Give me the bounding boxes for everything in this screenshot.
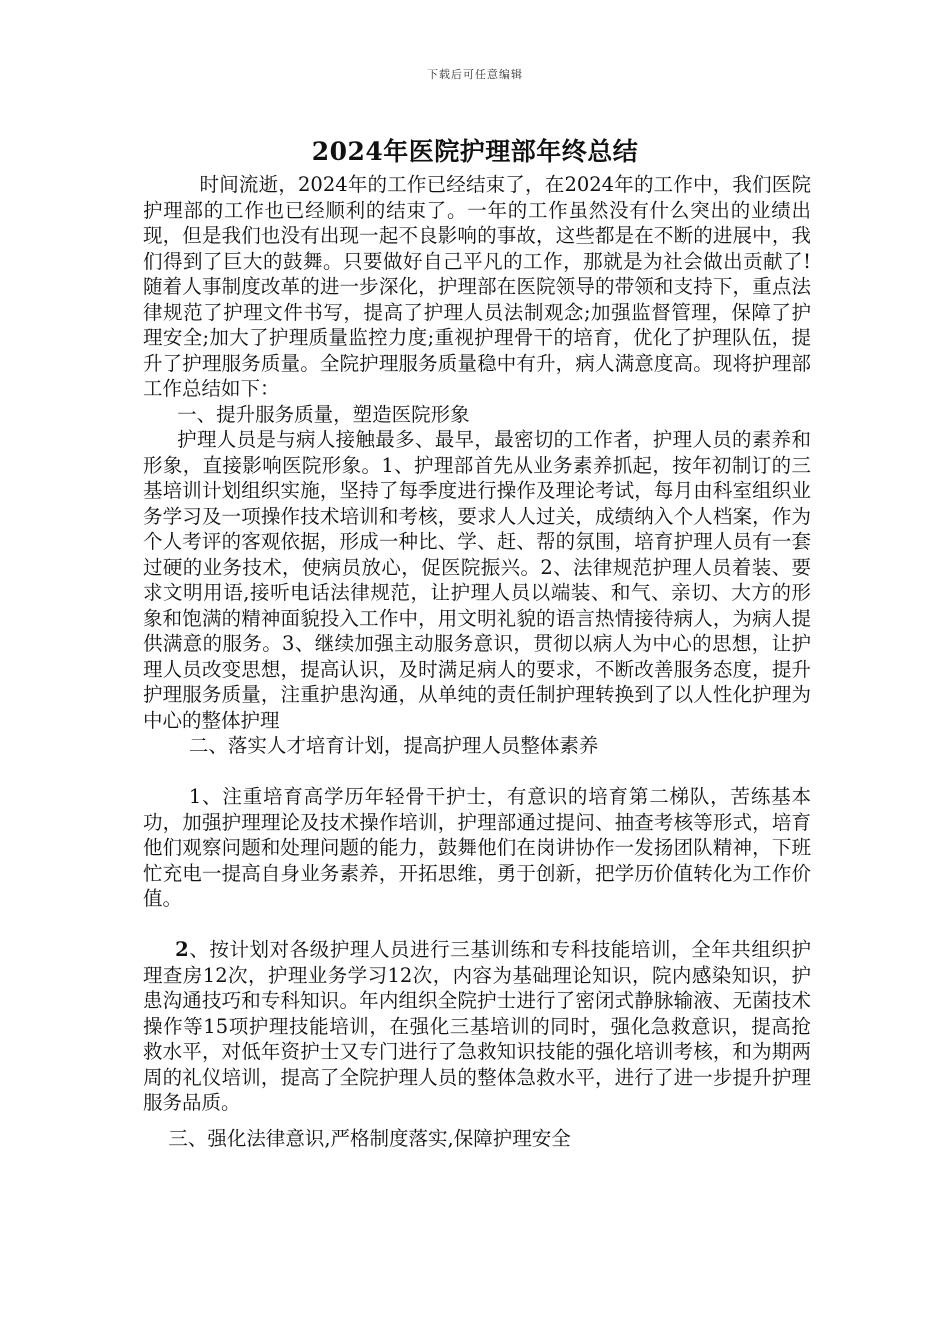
header-note: 下载后可任意编辑 bbox=[427, 68, 523, 81]
item-number: 2 bbox=[175, 938, 189, 961]
spacer bbox=[143, 912, 811, 938]
intro-paragraph: 时间流逝，2024年的工作已经结束了，在2024年的工作中，我们医院护理部的工作也已经顺利的结束了。一年的工作虽然没有什么突出的业绩出现，但是我们也没有出现一起不良影响的事故，这些都是在不断的进展中，我们得到了巨大的鼓舞。只要做好自己平凡的工作，那就是为社会做出贡献了!随着人事制度改革的进一步深化，护理部在医院领导的带领和支持下，重点法律规范了护理文件书写，提高了护理人员法制观念;加强监督管理，保障了护理安全;加大了护理质量监控力度;重视护理骨干的培育，优化了护理队伍，提升了护理服务质量。全院护理服务质量稳中有升，病人满意度高。现将护理部工作总结如下： bbox=[143, 173, 811, 400]
item-text: 、按计划对各级护理人员进行三基训练和专科技能培训，全年共组织护理查房12次，护理业务学习12次，内容为基础理论知识，院内感染知识，护患沟通技巧和专科知识。年内组织全院护士进行了密闭式静脉输液、无菌技术操作等15项护理技能培训，在强化三基培训的同时，强化急救意识，提高抢救水平，对低年资护士又专门进行了急救知识技能的强化培训考核，和为期两周的礼仪培训，提高了全院护理人员的整体急救水平，进行了进一步提升护理服务品质。 bbox=[143, 938, 811, 1114]
section-heading-3: 三、强化法律意识,严格制度落实,保障护理安全 bbox=[168, 1126, 571, 1150]
section-heading-1: 一、提升服务质量，塑造医院形象 bbox=[177, 402, 470, 426]
spacer bbox=[143, 759, 811, 785]
section-1-paragraph: 护理人员是与病人接触最多、最早，最密切的工作者，护理人员的素养和形象，直接影响医院形象。1、护理部首先从业务素养抓起，按年初制订的三基培训计划组织实施，坚持了每季度进行操作及理论考试，每月由科室组织业务学习及一项操作技术培训和考核，要求人人过关，成绩纳入个人档案，作为个人考评的客观依据，形成一种比、学、赶、帮的氛围，培育护理人员有一套过硬的业务技术，使病员放心，促医院振兴。2、法律规范护理人员着装、要求文明用语,接听电话法律规范，让护理人员以端装、和气、亲切、大方的形象和饱满的精神面貌投入工作中，用文明礼貌的语言热情接待病人，为病人提供满意的服务。3、继续加强主动服务意识，贯彻以病人为中心的思想，让护理人员改变思想，提高认识，及时满足病人的要求，不断改善服务态度，提升护理服务质量，注重护患沟通，从单纯的责任制护理转换到了以人性化护理为中心的整体护理 bbox=[143, 428, 811, 732]
document-title: 2024年医院护理部年终总结 bbox=[311, 137, 639, 166]
document-body bbox=[143, 172, 811, 1151]
section-2-item-1-paragraph: 1、注重培育高学历年轻骨干护士，有意识的培育第二梯队，苦练基本功，加强护理理论及技术操作培训，护理部通过提问、抽查考核等形式，培育他们观察问题和处理问题的能力，鼓舞他们在岗讲协作一发扬团队精神，下班忙充电一提高自身业务素养，开拓思维，勇于创新，把学历价值转化为工作价值。 bbox=[143, 785, 811, 910]
section-2-item-2-paragraph bbox=[143, 937, 811, 1116]
section-heading-2: 二、落实人才培育计划，提高护理人员整体素养 bbox=[188, 734, 599, 757]
